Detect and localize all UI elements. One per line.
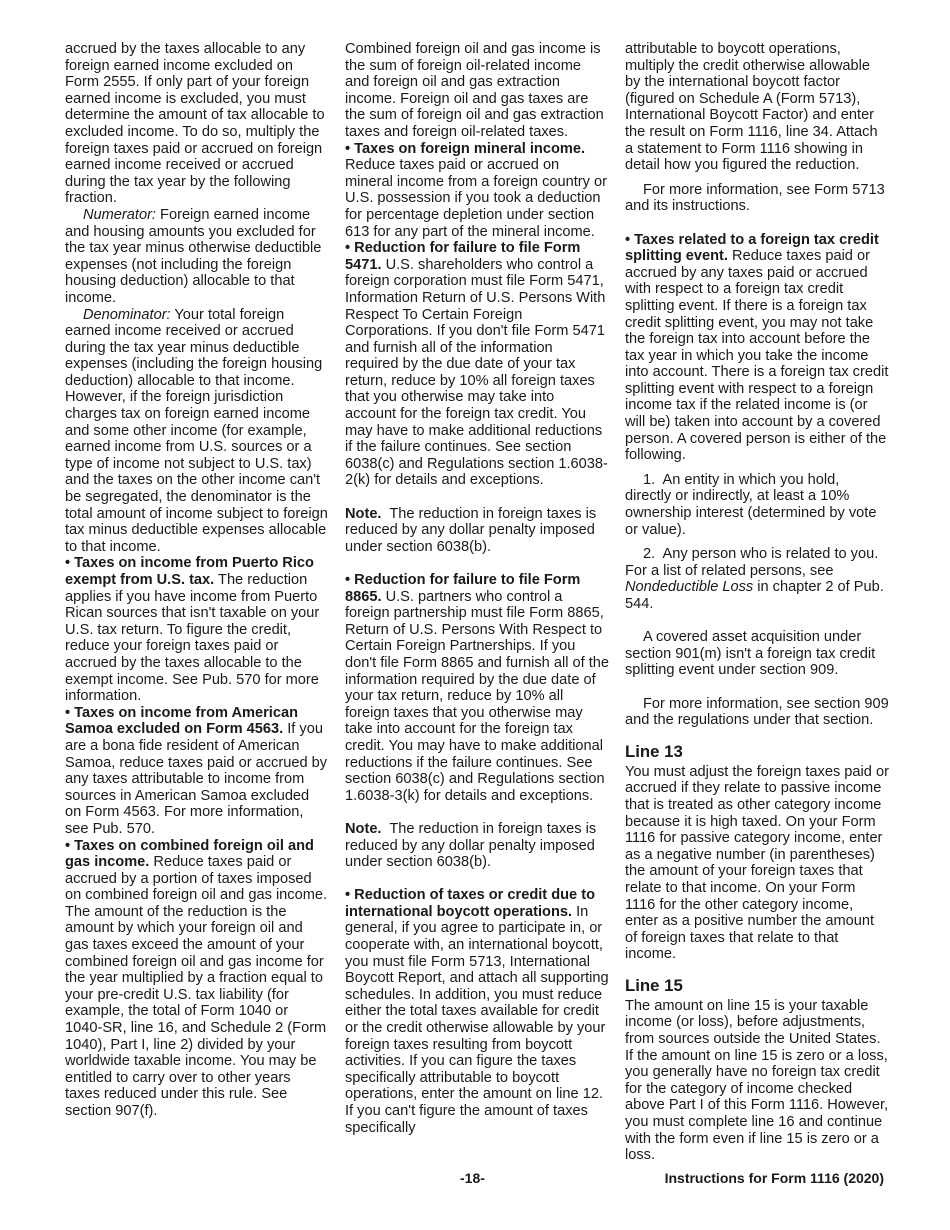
american-samoa-paragraph: • Taxes on income from American Samoa excluded on Form 4563. If you are a bona fide resident of American Samoa, reduce taxes paid or accrued by any taxes attributable to income from sources in American Samoa excluded on Form 4563. For more information, see Pub. 570.	[65, 704, 328, 837]
paragraph: You must adjust the foreign taxes paid or accrued if they relate to passive income that is treated as other category income because it is high taxed. On your Form 1116 for passive category income, enter as a negative number (in parentheses) the amount of your foreign taxes that relate to that income. On your Form 1116 for the other category income, enter as a positive number the amount of foreign taxes that relate to that income.	[625, 763, 889, 963]
page-number: -18-	[460, 1170, 485, 1186]
bullet-heading: • Taxes on combined foreign oil and gas income.	[65, 837, 314, 871]
reference-title: Nondeductible Loss	[625, 579, 754, 596]
oil-gas-paragraph: • Taxes on combined foreign oil and gas income. Reduce taxes paid or accrued by a portion of taxes imposed on combined foreign oil and gas income. The amount of the reduction is the amount by which your foreign oil and gas taxes exceed the amount of your combined foreign oil and gas income for the year multiplied by a fraction equal to your pre-credit U.S. tax liability (for example, the total of Form 1040 or 1040-SR, line 16, and Schedule 2 (Form 1040), Part I, line 2) divided by your worldwide taxable income. You may be entitled to carry over to other years taxes reduced under this rule. See section 907(f).	[65, 837, 328, 1119]
column-left	[65, 41, 329, 1120]
paragraph: For more information, see Form 5713 and its instructions.	[625, 181, 885, 215]
section-heading-line-13: Line 13	[625, 741, 683, 761]
bullet-heading: • Reduction for failure to file Form 8865.	[345, 572, 581, 605]
list-item: 1. An entity in which you hold, directly or indirectly, at least a 10% ownership interest (determined by vote or value).	[625, 471, 881, 538]
paragraph: A covered asset acquisition under section 901(m) isn't a foreign tax credit splitting event under section 909.	[625, 629, 876, 679]
boycott-paragraph: • Reduction of taxes or credit due to international boycott operations. In general, if you agree to participate in, or cooperate with, an international boycott, you must file Form 5713, International Boycott Report, and attach all supporting schedules. In addition, you must reduce either the total taxes available for credit or the credit otherwise allowable by your foreign taxes resulting from boycott activities. If you can figure the taxes specifically attributable to boycott operations, enter the amount on line 12. If you can't figure the amount of taxes specifically	[345, 887, 609, 1136]
bullet-heading: • Reduction of taxes or credit due to international boycott operations.	[345, 887, 595, 920]
list-item: 2. Any person who is related to you. For a list of related persons, see Nondeductible Loss in chapter 2 of Pub. 544.	[625, 546, 884, 612]
paragraph: Combined foreign oil and gas income is the sum of foreign oil-related income and foreign oil and gas extraction income. Foreign oil and gas taxes are the sum of foreign oil and gas extraction taxes and foreign oil-related taxes.	[345, 41, 604, 140]
numerator-paragraph: Numerator: Foreign earned income and housing amounts you excluded for the tax year minus otherwise deductible expenses (not including the foreign housing deduction) allocable to that income.	[65, 206, 322, 306]
bullet-heading: • Reduction for failure to file Form 5471.	[345, 240, 581, 273]
column-right	[625, 41, 889, 1164]
note-label: Note.	[345, 505, 382, 522]
paragraph: attributable to boycott operations, multiply the credit otherwise allowable by the international boycott factor (figured on Schedule A (Form 5713), International Boycott Factor) and enter the result on Form 1116, line 34. Attach a statement to Form 1116 showing in detail how you figured the reduction.	[625, 41, 878, 174]
document-title: Instructions for Form 1116 (2020)	[664, 1170, 884, 1186]
bullet-heading: • Taxes on income from American Samoa excluded on Form 4563.	[65, 704, 299, 738]
paragraph: accrued by the taxes allocable to any foreign earned income excluded on Form 2555. If only part of your foreign earned income is excluded, you must determine the amount of tax allocable to excluded income. To do so, multiply the foreign taxes paid or accrued on foreign earned income received or accrued during the tax year by the following fraction.	[65, 41, 325, 207]
paragraph: For more information, see section 909 and the regulations under that section.	[625, 695, 889, 729]
column-middle	[345, 41, 609, 1136]
bullet-heading: • Taxes on foreign mineral income.	[345, 140, 586, 157]
mineral-paragraph: • Taxes on foreign mineral income. Reduce taxes paid or accrued on mineral income from a foreign country or U.S. possession if you took a deduction for percentage depletion under section 613 for any part of the mineral income.	[345, 140, 607, 240]
numerator-label: Numerator:	[83, 206, 156, 223]
bullet-heading: • Taxes on income from Puerto Rico exempt from U.S. tax.	[65, 555, 314, 588]
puerto-rico-paragraph: • Taxes on income from Puerto Rico exempt from U.S. tax. The reduction applies if you have income from Puerto Rican sources that isn't taxable on your U.S. tax return. To figure the credit, reduce your foreign taxes paid or accrued by the taxes allocable to the exempt income. See Pub. 570 for more information.	[65, 555, 320, 705]
denominator-label: Denominator:	[83, 306, 171, 323]
paragraph: The amount on line 15 is your taxable income (or loss), before adjustments, from sources outside the United States. If the amount on line 15 is zero or a loss, you generally have no foreign tax credit for the category of income checked above Part I of this Form 1116. However, you must complete line 16 and continue with the form even if line 15 is zero or a loss.	[625, 997, 889, 1164]
splitting-event-paragraph: • Taxes related to a foreign tax credit splitting event. Reduce taxes paid or accrued by any taxes paid or accrued with respect to a foreign tax credit splitting event. If there is a foreign tax credit splitting event, you may not take the foreign tax into account before the tax year in which you take the income into account. There is a foreign tax credit splitting event with respect to a foreign income tax if the related income is (or will be) taken into account by a covered person. A covered person is either of the following.	[625, 231, 889, 464]
note-paragraph: Note. The reduction in foreign taxes is reduced by any dollar penalty imposed under section 6038(b).	[345, 505, 601, 555]
note-label: Note.	[345, 820, 382, 837]
page-footer	[0, 1170, 950, 1190]
section-heading-line-15: Line 15	[625, 975, 683, 995]
note-paragraph: Note. The reduction in foreign taxes is reduced by any dollar penalty imposed under section 6038(b).	[345, 820, 601, 871]
bullet-heading: • Taxes related to a foreign tax credit splitting event.	[625, 231, 879, 265]
form-5471-paragraph: • Reduction for failure to file Form 5471. U.S. shareholders who control a foreign corporation must file Form 5471, Information Return of U.S. Persons With Respect To Certain Foreign Corporations. If you don't file Form 5471 and furnish all of the information required by the due date of your tax return, reduce by 10% all foreign taxes that you otherwise may take into account for the foreign tax credit. You may have to make additional reductions if the failure continues. See section 6038(c) and Regulations section 1.6038-2(k) for details and exceptions.	[345, 240, 608, 489]
form-8865-paragraph: • Reduction for failure to file Form 8865. U.S. partners who control a foreign partnership must file Form 8865, Return of U.S. Persons With Respect to Certain Foreign Partnerships. If you don't file Form 8865 and furnish all of the information required by the due date of your tax return, reduce by 10% all foreign taxes that you otherwise may take into account for the foreign tax credit. You may have to make additional reductions if the failure continues. See section 6038(c) and Regulations section 1.6038-3(k) for details and exceptions.	[345, 572, 610, 804]
denominator-paragraph: Denominator: Your total foreign earned income received or accrued during the tax year minus deductible expenses (including the foreign housing deduction) allocable to that income. However, if the foreign jurisdiction charges tax on foreign earned income and some other income (for example, earned income from U.S. sources or a type of income not subject to U.S. tax) and the taxes on the other income can't be segregated, the denominator is the total amount of income subject to foreign tax minus deductible expenses allocable to that income.	[65, 306, 328, 555]
